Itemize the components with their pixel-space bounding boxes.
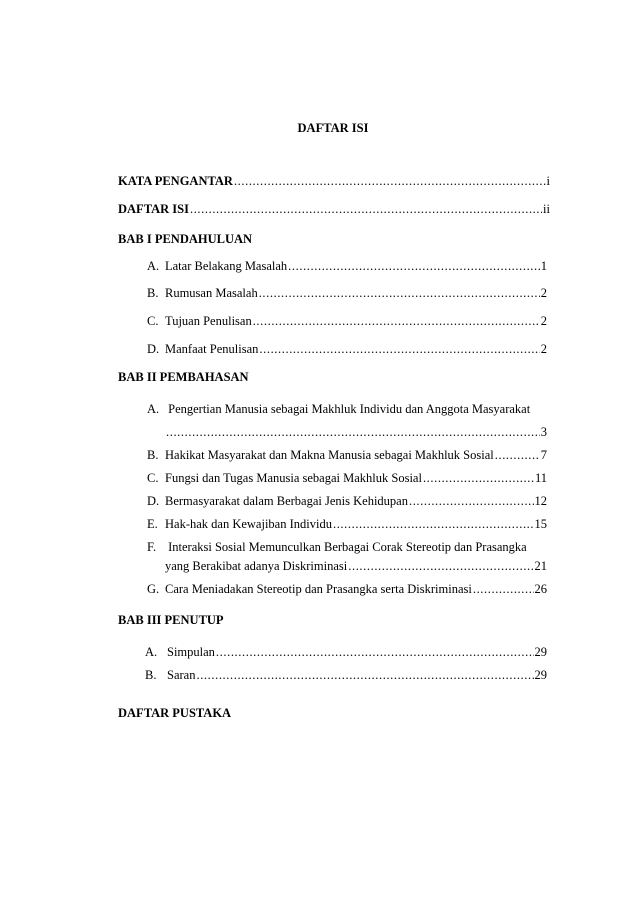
leader-dots	[166, 424, 540, 440]
entry-label: Hak-hak dan Kewajiban Individu	[165, 517, 332, 531]
entry-label: Saran	[167, 668, 196, 682]
toc-entry-bab3-a[interactable]	[145, 644, 547, 660]
leader-dots	[333, 516, 534, 532]
toc-entry-bab3-b[interactable]	[145, 667, 547, 683]
entry-marker: B.	[145, 668, 157, 682]
entry-label: Cara Meniadakan Stereotip dan Prasangka serta Diskriminasi	[165, 582, 472, 596]
toc-entry-bab1-d[interactable]	[147, 341, 547, 357]
entry-marker: E.	[147, 517, 158, 531]
leader-dots	[259, 285, 540, 301]
entry-page: 2	[540, 286, 547, 300]
entry-label: Pengertian Manusia sebagai Makhluk Individu dan Anggota Masyarakat	[168, 402, 531, 416]
toc-entry-bab2-f-line1[interactable]	[147, 539, 527, 555]
entry-marker: A.	[147, 402, 160, 416]
entry-page: 21	[534, 559, 547, 573]
chapter-heading-bab-2[interactable]: BAB II PEMBAHASAN	[118, 370, 249, 384]
entry-marker: B.	[147, 286, 159, 300]
toc-entry-daftar-pustaka[interactable]: DAFTAR PUSTAKA	[118, 706, 232, 720]
entry-label: Simpulan	[167, 645, 215, 659]
toc-title: DAFTAR ISI	[297, 121, 369, 135]
entry-marker: C.	[147, 471, 159, 485]
entry-label: DAFTAR ISI	[118, 202, 189, 216]
leader-dots	[190, 201, 542, 217]
toc-entry-bab2-a-line2[interactable]	[165, 424, 547, 440]
entry-page: ii	[543, 202, 550, 216]
toc-entry-bab1-c[interactable]	[147, 313, 547, 329]
toc-entry-bab2-b[interactable]	[147, 447, 547, 463]
toc-entry-bab1-b[interactable]	[147, 285, 547, 301]
entry-page: 2	[540, 314, 547, 328]
chapter-heading-bab-1[interactable]: BAB I PENDAHULUAN	[118, 232, 253, 246]
entry-marker: D.	[147, 494, 160, 508]
leader-dots	[288, 258, 540, 274]
toc-entry-bab2-g[interactable]	[147, 581, 547, 597]
entry-label: Manfaat Penulisan	[165, 342, 259, 356]
entry-page: 12	[534, 494, 547, 508]
toc-entry-bab2-d[interactable]	[147, 493, 547, 509]
entry-page: 3	[540, 425, 547, 439]
chapter-heading-bab-3[interactable]: BAB III PENUTUP	[118, 613, 224, 627]
leader-dots	[196, 667, 533, 683]
entry-label: Fungsi dan Tugas Manusia sebagai Makhluk Sosial	[165, 471, 422, 485]
toc-entry-bab2-e[interactable]	[147, 516, 547, 532]
toc-entry-kata-pengantar[interactable]	[118, 173, 550, 189]
leader-dots	[253, 313, 540, 329]
leader-dots	[409, 493, 534, 509]
leader-dots	[216, 644, 534, 660]
entry-page: 11	[534, 471, 547, 485]
entry-label: Bermasyarakat dalam Berbagai Jenis Kehidupan	[165, 494, 408, 508]
entry-page: 1	[540, 259, 547, 273]
leader-dots	[348, 558, 533, 574]
entry-marker: B.	[147, 448, 159, 462]
entry-label: Tujuan Penulisan	[165, 314, 252, 328]
leader-dots	[259, 341, 539, 357]
toc-entry-bab2-f-line2[interactable]	[165, 558, 547, 574]
entry-page: 29	[534, 645, 547, 659]
entry-marker: D.	[147, 342, 160, 356]
entry-label: Hakikat Masyarakat dan Makna Manusia sebagai Makhluk Sosial	[165, 448, 494, 462]
toc-entry-bab1-a[interactable]	[147, 258, 547, 274]
entry-page: i	[546, 174, 550, 188]
entry-marker: A.	[147, 259, 160, 273]
toc-entry-daftar-isi[interactable]	[118, 201, 550, 217]
entry-page: 29	[534, 668, 547, 682]
leader-dots	[495, 447, 540, 463]
entry-label: KATA PENGANTAR	[118, 174, 233, 188]
entry-page: 7	[540, 448, 547, 462]
entry-marker: F.	[147, 540, 157, 554]
entry-label: Latar Belakang Masalah	[165, 259, 288, 273]
entry-page: 26	[534, 582, 547, 596]
toc-entry-bab2-c[interactable]	[147, 470, 547, 486]
leader-dots	[473, 581, 534, 597]
entry-label: yang Berakibat adanya Diskriminasi	[165, 559, 348, 573]
entry-marker: C.	[147, 314, 159, 328]
toc-entry-bab2-a-line1[interactable]	[147, 401, 530, 417]
entry-marker: G.	[147, 582, 160, 596]
leader-dots	[423, 470, 534, 486]
leader-dots	[234, 173, 546, 189]
entry-label: Interaksi Sosial Memunculkan Berbagai Corak Stereotip dan Prasangka	[168, 540, 527, 554]
entry-marker: A.	[145, 645, 158, 659]
entry-page: 2	[540, 342, 547, 356]
entry-page: 15	[534, 517, 547, 531]
entry-label: Rumusan Masalah	[165, 286, 258, 300]
